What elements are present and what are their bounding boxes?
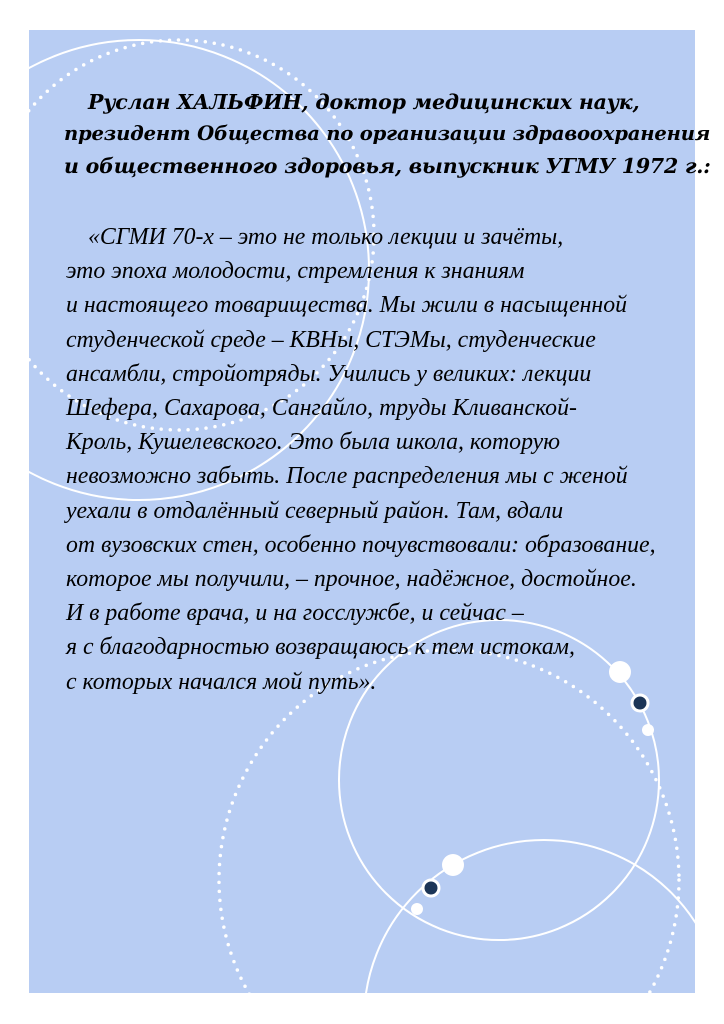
- quote-line: я с благодарностью возвращаюсь к тем истокам,: [66, 634, 575, 661]
- quote-line: ансамбли, стройотряды. Учились у великих: лекции: [66, 360, 592, 387]
- quote-line: с которых начался мой путь».: [66, 668, 377, 695]
- decor-dot-white-large: [442, 854, 464, 876]
- decor-dot-white-small: [642, 724, 654, 736]
- heading-line: президент Общества по организации здравоохранения: [64, 122, 711, 145]
- quote-text: [66, 220, 676, 699]
- quote-line: Шефера, Сахарова, Сангайло, труды Кливанской-: [66, 395, 577, 422]
- decor-circle-dotted-lower: [219, 650, 679, 993]
- decor-dot-white-small: [411, 903, 423, 915]
- quote-line: Кроль, Кушелевского. Это была школа, которую: [66, 429, 561, 456]
- quote-line: И в работе врача, и на госслужбе, и сейчас –: [66, 600, 524, 627]
- heading-line: Руслан ХАЛЬФИН, доктор медицинских наук,: [88, 90, 640, 114]
- quote-line: студенческой среде – КВНы, СТЭМы, студенческие: [66, 326, 596, 353]
- quote-line: невозможно забыть. После распределения мы с женой: [66, 463, 628, 490]
- quote-line: и настоящего товарищества. Мы жили в насыщенной: [66, 292, 627, 319]
- quote-line: уехали в отдалённый северный район. Там, вдали: [66, 497, 564, 524]
- quote-line: «СГМИ 70-х – это не только лекции и зачёты,: [88, 224, 564, 250]
- quote-line: которое мы получили, – прочное, надёжное, достойное.: [66, 566, 637, 593]
- heading-line: и общественного здоровья, выпускник УГМУ 1972 г.:: [64, 154, 711, 178]
- decor-dot-navy: [423, 880, 439, 896]
- quote-line: это эпоха молодости, стремления к знаниям: [66, 258, 525, 285]
- quote-line: от вузовских стен, особенно почувствовали: образование,: [66, 531, 656, 558]
- author-heading: [64, 86, 711, 182]
